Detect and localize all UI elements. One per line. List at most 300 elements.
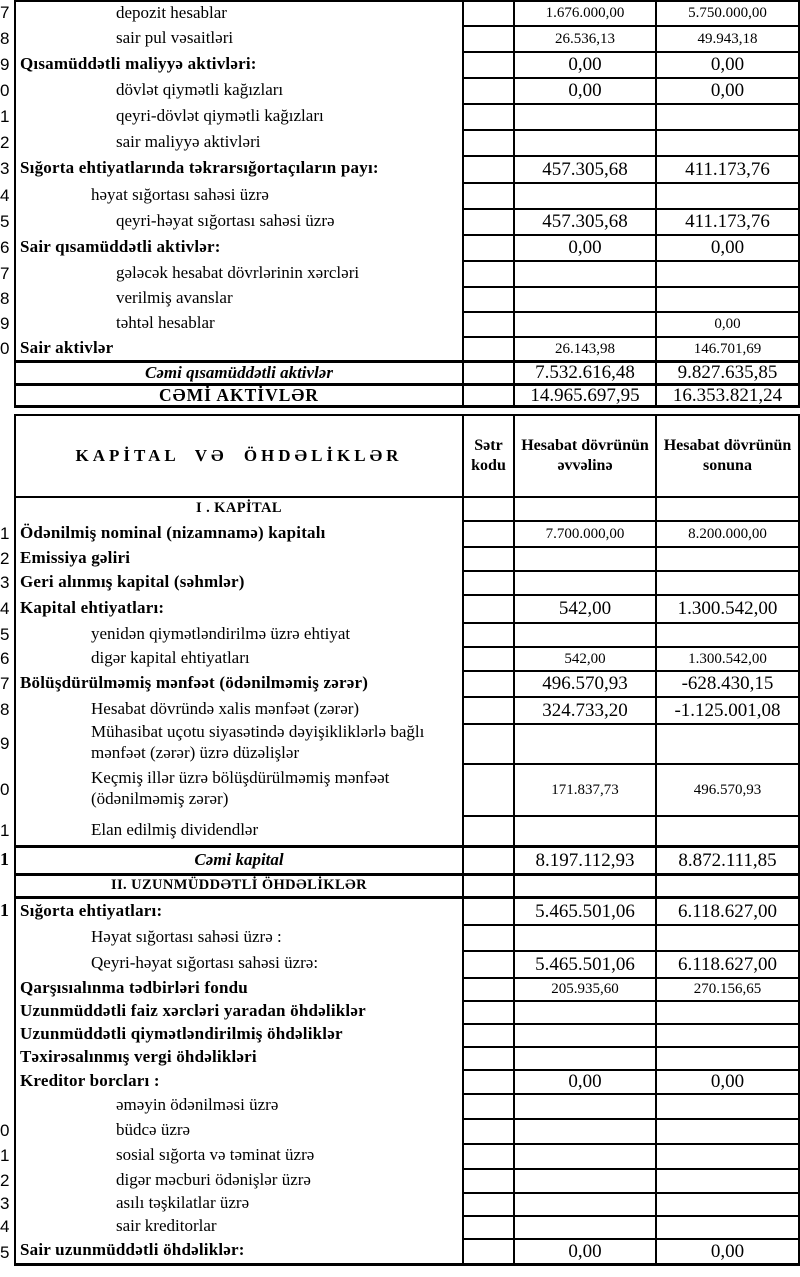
line-code-cell bbox=[462, 763, 513, 815]
row-box bbox=[14, 414, 800, 496]
account-name-cell-text: Həyat sığortası sahəsi üzrə : bbox=[91, 926, 282, 946]
period-start-value-cell-text: 1.676.000,00 bbox=[545, 5, 625, 21]
period-start-value-cell bbox=[513, 622, 655, 646]
row-code-cropped: 4 bbox=[0, 1217, 10, 1236]
row-code-cropped bbox=[0, 1046, 14, 1069]
period-start-value-cell bbox=[513, 594, 655, 622]
period-end-value-cell bbox=[655, 1069, 798, 1093]
row-box bbox=[14, 336, 800, 360]
table-row bbox=[0, 924, 800, 950]
account-name-cell-text: Uzunmüddətli qiymətləndirilmiş öhdəliklər bbox=[20, 1024, 343, 1044]
period-start-value-cell bbox=[513, 815, 655, 845]
account-name-cell-text: Sair aktivlər bbox=[20, 337, 114, 357]
account-name-cell-text: təhtəl hesablar bbox=[116, 313, 215, 333]
account-name-cell bbox=[16, 2, 462, 25]
table-row bbox=[0, 234, 800, 260]
table-row bbox=[0, 51, 800, 77]
row-code-cropped: 1 bbox=[0, 849, 9, 869]
line-code-cell bbox=[462, 1215, 513, 1238]
period-start-value-cell bbox=[513, 848, 655, 873]
period-start-value-cell bbox=[513, 1000, 655, 1023]
period-end-value-cell bbox=[655, 25, 798, 51]
period-end-value-cell bbox=[655, 386, 798, 405]
line-code-cell bbox=[462, 182, 513, 208]
account-name-cell bbox=[16, 386, 462, 405]
row-box bbox=[14, 260, 800, 286]
table-row bbox=[0, 1023, 800, 1046]
account-name-cell-text: Qısamüddətli maliyyə aktivləri: bbox=[20, 53, 257, 73]
row-code-cropped bbox=[0, 1000, 14, 1023]
period-start-value-cell bbox=[513, 950, 655, 977]
line-code-cell bbox=[462, 670, 513, 696]
line-code-cell bbox=[462, 386, 513, 405]
table-row bbox=[0, 1168, 800, 1192]
account-name-cell bbox=[16, 336, 462, 360]
table-row bbox=[0, 646, 800, 670]
line-code-cell bbox=[462, 876, 513, 896]
line-code-cell bbox=[462, 1023, 513, 1046]
table-row bbox=[0, 286, 800, 311]
row-code-cropped bbox=[0, 1069, 14, 1093]
period-end-value-cell bbox=[655, 570, 798, 594]
row-box bbox=[14, 1238, 800, 1266]
period-start-value-cell-text: 171.837,73 bbox=[551, 781, 619, 798]
period-end-value-cell-text: 0,00 bbox=[710, 1240, 745, 1262]
account-name-cell-text: Təxirəsalınmış vergi öhdəlikləri bbox=[20, 1047, 257, 1067]
row-code-cropped bbox=[0, 924, 14, 950]
row-code-cropped: 0 bbox=[0, 80, 10, 100]
table-title bbox=[16, 416, 462, 496]
table-row bbox=[0, 103, 800, 129]
column-header-line-code-text: Sətr kodu bbox=[471, 437, 506, 474]
account-name-cell bbox=[16, 950, 462, 977]
account-name-cell bbox=[16, 1118, 462, 1143]
line-code-cell bbox=[462, 25, 513, 51]
period-end-value-cell-text: 146.701,69 bbox=[693, 340, 762, 357]
row-code-cropped: 9 bbox=[0, 314, 10, 333]
period-end-value-cell bbox=[655, 763, 798, 815]
period-start-value-cell-text: 5.465.501,06 bbox=[535, 900, 635, 922]
period-end-value-cell-text: -1.125.001,08 bbox=[674, 699, 781, 721]
row-code-cropped: 3 bbox=[0, 1194, 10, 1213]
account-name-cell-text: Ödənilmiş nominal (nizamnamə) kapitalı bbox=[20, 522, 326, 542]
period-start-value-cell-text: 14.965.697,95 bbox=[530, 384, 640, 406]
period-end-value-cell bbox=[655, 876, 798, 896]
table-title-text: KAPİTAL VƏ ÖHDƏLİKLƏR bbox=[75, 445, 403, 465]
row-box bbox=[14, 1192, 800, 1215]
row-code-cropped: 5 bbox=[0, 624, 10, 644]
account-name-cell-text: qeyri-dövlət qiymətli kağızları bbox=[116, 105, 324, 125]
column-header-period-end bbox=[655, 416, 798, 496]
line-code-cell bbox=[462, 1192, 513, 1215]
table-row bbox=[0, 1192, 800, 1215]
account-name-cell bbox=[16, 1143, 462, 1168]
account-name-cell-text: II. UZUNMÜDDƏTLİ ÖHDƏLİKLƏR bbox=[110, 877, 368, 894]
period-start-value-cell-text: 457.305,68 bbox=[542, 211, 628, 232]
table-row bbox=[0, 360, 800, 383]
account-name-cell bbox=[16, 1000, 462, 1023]
period-start-value-cell-text: 542,00 bbox=[564, 650, 606, 667]
account-name-cell-text: qeyri-həyat sığortası sahəsi üzrə bbox=[116, 210, 335, 230]
table-row bbox=[0, 155, 800, 182]
row-box bbox=[14, 763, 800, 815]
account-name-cell-text: Qarşısıalınma tədbirləri fondu bbox=[20, 978, 248, 998]
row-box bbox=[14, 546, 800, 570]
account-name-cell-text: yenidən qiymətləndirilmə üzrə ehtiyat bbox=[91, 623, 351, 643]
row-code-cropped bbox=[0, 977, 14, 1000]
period-start-value-cell bbox=[513, 311, 655, 336]
table-row bbox=[0, 1069, 800, 1093]
table-row bbox=[0, 873, 800, 896]
row-code-cropped: 6 bbox=[0, 237, 10, 257]
period-end-value-cell-text: -628.430,15 bbox=[681, 673, 774, 694]
period-end-value-cell bbox=[655, 1093, 798, 1118]
period-end-value-cell bbox=[655, 2, 798, 25]
row-box bbox=[14, 1000, 800, 1023]
period-start-value-cell bbox=[513, 363, 655, 383]
account-name-cell-text: sosial sığorta və təminat üzrə bbox=[116, 1145, 315, 1165]
period-start-value-cell bbox=[513, 182, 655, 208]
table-row bbox=[0, 815, 800, 845]
account-name-cell bbox=[16, 363, 462, 383]
period-end-value-cell bbox=[655, 696, 798, 723]
period-start-value-cell bbox=[513, 876, 655, 896]
period-end-value-cell bbox=[655, 498, 798, 520]
period-start-value-cell bbox=[513, 234, 655, 260]
line-code-cell bbox=[462, 1143, 513, 1168]
row-code-cropped: 0 bbox=[0, 1121, 10, 1140]
period-start-value-cell bbox=[513, 696, 655, 723]
line-code-cell bbox=[462, 924, 513, 950]
row-code-cropped: 6 bbox=[0, 648, 10, 668]
row-box bbox=[14, 1093, 800, 1118]
table-row bbox=[0, 383, 800, 408]
row-box bbox=[14, 311, 800, 336]
account-name-cell-text: Mühasibat uçotu siyasətində dəyişikliklərlə bağlı mənfəət (zərər) üzrə düzəlişlər bbox=[91, 722, 425, 762]
row-code-cropped: 7 bbox=[0, 263, 10, 283]
row-code-cropped: 1 bbox=[0, 106, 10, 126]
account-name-cell-text: Sair qısamüddətli aktivlər: bbox=[20, 236, 221, 256]
period-start-value-cell bbox=[513, 1215, 655, 1238]
row-box bbox=[14, 234, 800, 260]
row-box bbox=[14, 208, 800, 234]
line-code-cell bbox=[462, 1238, 513, 1263]
account-name-cell-text: CƏMİ AKTİVLƏR bbox=[159, 384, 319, 405]
account-name-cell-text: sair pul vəsaitləri bbox=[116, 27, 234, 47]
table-row bbox=[0, 622, 800, 646]
account-name-cell-text: sair kreditorlar bbox=[116, 1216, 217, 1236]
account-name-cell bbox=[16, 977, 462, 1000]
account-name-cell bbox=[16, 723, 462, 763]
table-row bbox=[0, 1238, 800, 1266]
period-end-value-cell bbox=[655, 208, 798, 234]
period-start-value-cell-text: 7.700.000,00 bbox=[545, 525, 625, 542]
period-start-value-cell bbox=[513, 1046, 655, 1069]
period-end-value-cell bbox=[655, 1215, 798, 1238]
table-row bbox=[0, 950, 800, 977]
line-code-cell bbox=[462, 1000, 513, 1023]
period-start-value-cell-text: 0,00 bbox=[568, 80, 602, 101]
account-name-cell-text: Sığorta ehtiyatlarında təkrarsığortaçıların payı: bbox=[20, 158, 379, 178]
period-end-value-cell bbox=[655, 129, 798, 155]
column-header-line-code bbox=[462, 416, 513, 496]
column-header-period-start bbox=[513, 416, 655, 496]
row-code-cropped bbox=[0, 873, 14, 896]
account-name-cell-text: digər kapital ehtiyatları bbox=[91, 647, 250, 667]
line-code-cell bbox=[462, 570, 513, 594]
line-code-cell bbox=[462, 311, 513, 336]
period-end-value-cell-text: 411.173,76 bbox=[685, 211, 770, 232]
line-code-cell bbox=[462, 103, 513, 129]
period-start-value-cell bbox=[513, 2, 655, 25]
row-code-cropped bbox=[0, 360, 14, 383]
row-box bbox=[14, 924, 800, 950]
period-end-value-cell bbox=[655, 182, 798, 208]
line-code-cell bbox=[462, 129, 513, 155]
table-row bbox=[0, 25, 800, 51]
period-end-value-cell-text: 0,00 bbox=[710, 80, 745, 101]
row-code-cropped: 0 bbox=[0, 338, 10, 358]
period-end-value-cell bbox=[655, 1118, 798, 1143]
period-end-value-cell-text: 6.118.627,00 bbox=[677, 900, 778, 922]
line-code-cell bbox=[462, 234, 513, 260]
account-name-cell-text: Kreditor borcları : bbox=[20, 1070, 160, 1090]
period-start-value-cell bbox=[513, 1118, 655, 1143]
line-code-cell bbox=[462, 848, 513, 873]
period-end-value-cell bbox=[655, 234, 798, 260]
row-code-cropped: 8 bbox=[0, 700, 10, 719]
line-code-cell bbox=[462, 1093, 513, 1118]
row-box bbox=[14, 1143, 800, 1168]
row-box bbox=[14, 1046, 800, 1069]
period-end-value-cell bbox=[655, 286, 798, 311]
row-box bbox=[14, 1215, 800, 1238]
row-code-cropped: 5 bbox=[0, 211, 10, 231]
line-code-cell bbox=[462, 1046, 513, 1069]
period-end-value-cell-text: 496.570,93 bbox=[693, 781, 762, 798]
account-name-cell bbox=[16, 763, 462, 815]
period-start-value-cell-text: 0,00 bbox=[568, 54, 602, 75]
table-row bbox=[0, 896, 800, 924]
period-end-value-cell bbox=[655, 723, 798, 763]
period-end-value-cell-text: 1.300.542,00 bbox=[677, 598, 778, 619]
period-end-value-cell bbox=[655, 1168, 798, 1192]
line-code-cell bbox=[462, 498, 513, 520]
row-code-cropped bbox=[0, 1023, 14, 1046]
row-code-cropped: 9 bbox=[0, 54, 10, 74]
row-box bbox=[14, 155, 800, 182]
account-name-cell bbox=[16, 1238, 462, 1263]
account-name-cell bbox=[16, 594, 462, 622]
account-name-cell bbox=[16, 924, 462, 950]
account-name-cell bbox=[16, 311, 462, 336]
period-end-value-cell bbox=[655, 1000, 798, 1023]
period-start-value-cell bbox=[513, 77, 655, 103]
period-start-value-cell-text: 0,00 bbox=[568, 237, 602, 258]
period-start-value-cell-text: 205.935,60 bbox=[551, 981, 619, 997]
account-name-cell-text: büdcə üzrə bbox=[116, 1120, 191, 1140]
row-box bbox=[14, 896, 800, 924]
row-code-cropped: 7 bbox=[0, 673, 10, 693]
row-box bbox=[14, 520, 800, 546]
account-name-cell-text: verilmiş avanslar bbox=[116, 288, 233, 308]
period-end-value-cell bbox=[655, 848, 798, 873]
account-name-cell bbox=[16, 234, 462, 260]
account-name-cell bbox=[16, 520, 462, 546]
period-end-value-cell bbox=[655, 336, 798, 360]
period-start-value-cell bbox=[513, 129, 655, 155]
period-end-value-cell-text: 411.173,76 bbox=[685, 158, 770, 180]
row-box bbox=[14, 1118, 800, 1143]
row-box bbox=[14, 670, 800, 696]
period-start-value-cell bbox=[513, 386, 655, 405]
line-code-cell bbox=[462, 1118, 513, 1143]
table-row bbox=[0, 845, 800, 873]
row-box bbox=[14, 0, 800, 25]
table-row bbox=[0, 1118, 800, 1143]
period-end-value-cell-text: 270.156,65 bbox=[693, 981, 762, 997]
period-end-value-cell bbox=[655, 1192, 798, 1215]
row-box bbox=[14, 1023, 800, 1046]
account-name-cell bbox=[16, 260, 462, 286]
row-box bbox=[14, 723, 800, 763]
row-code-cropped: 2 bbox=[0, 132, 10, 152]
period-end-value-cell bbox=[655, 950, 798, 977]
table-row bbox=[0, 763, 800, 815]
row-code-cropped: 4 bbox=[0, 598, 10, 618]
line-code-cell bbox=[462, 336, 513, 360]
period-start-value-cell bbox=[513, 924, 655, 950]
period-start-value-cell bbox=[513, 1192, 655, 1215]
row-code-cropped: 1 bbox=[0, 523, 10, 543]
row-code-cropped: 3 bbox=[0, 159, 10, 178]
row-box bbox=[14, 622, 800, 646]
period-end-value-cell-text: 16.353.821,24 bbox=[672, 384, 783, 406]
row-box bbox=[14, 1069, 800, 1093]
period-end-value-cell-text: 9.827.635,85 bbox=[677, 362, 778, 383]
row-code-cropped: 0 bbox=[0, 779, 10, 799]
line-code-cell bbox=[462, 77, 513, 103]
period-end-value-cell bbox=[655, 363, 798, 383]
period-end-value-cell-text: 6.118.627,00 bbox=[677, 953, 778, 975]
account-name-cell bbox=[16, 129, 462, 155]
period-end-value-cell bbox=[655, 520, 798, 546]
period-end-value-cell bbox=[655, 1023, 798, 1046]
account-name-cell-text: Kapital ehtiyatları: bbox=[20, 597, 165, 617]
row-box bbox=[14, 383, 800, 408]
row-code-cropped bbox=[0, 414, 14, 496]
row-code-cropped: 9 bbox=[0, 733, 10, 753]
table-row bbox=[0, 496, 800, 520]
table-row bbox=[0, 1143, 800, 1168]
row-box bbox=[14, 873, 800, 896]
row-code-cropped: 4 bbox=[0, 185, 10, 205]
period-end-value-cell bbox=[655, 260, 798, 286]
row-box bbox=[14, 77, 800, 103]
period-start-value-cell bbox=[513, 208, 655, 234]
row-code-cropped bbox=[0, 496, 14, 520]
table-row bbox=[0, 977, 800, 1000]
period-end-value-cell-text: 8.872.111,85 bbox=[678, 849, 777, 871]
period-end-value-cell-text: 49.943,18 bbox=[697, 30, 758, 47]
period-end-value-cell bbox=[655, 670, 798, 696]
row-code-cropped: 7 bbox=[0, 3, 10, 22]
period-start-value-cell-text: 0,00 bbox=[568, 1071, 602, 1092]
line-code-cell bbox=[462, 520, 513, 546]
period-end-value-cell bbox=[655, 155, 798, 182]
row-box bbox=[14, 129, 800, 155]
row-box bbox=[14, 496, 800, 520]
period-end-value-cell-text: 0,00 bbox=[714, 316, 741, 332]
period-end-value-cell-text: 5.750.000,00 bbox=[688, 5, 767, 21]
account-name-cell bbox=[16, 1168, 462, 1192]
period-end-value-cell bbox=[655, 899, 798, 924]
line-code-cell bbox=[462, 696, 513, 723]
period-start-value-cell bbox=[513, 899, 655, 924]
account-name-cell-text: Qeyri-həyat sığortası sahəsi üzrə: bbox=[91, 953, 319, 973]
period-end-value-cell-text: 8.200.000,00 bbox=[688, 525, 767, 542]
row-code-cropped: 3 bbox=[0, 572, 10, 592]
period-start-value-cell-text: 542,00 bbox=[558, 598, 612, 619]
account-name-cell bbox=[16, 1192, 462, 1215]
line-code-cell bbox=[462, 723, 513, 763]
period-end-value-cell bbox=[655, 924, 798, 950]
period-end-value-cell bbox=[655, 77, 798, 103]
account-name-cell-text: Elan edilmiş dividendlər bbox=[91, 819, 259, 839]
account-name-cell-text: I . KAPİTAL bbox=[196, 500, 282, 517]
period-start-value-cell bbox=[513, 570, 655, 594]
account-name-cell bbox=[16, 103, 462, 129]
table-row bbox=[0, 670, 800, 696]
period-start-value-cell bbox=[513, 1143, 655, 1168]
row-box bbox=[14, 815, 800, 845]
line-code-cell bbox=[462, 2, 513, 25]
row-code-cropped: 2 bbox=[0, 548, 10, 568]
account-name-cell-text: depozit hesablar bbox=[116, 3, 227, 23]
row-box bbox=[14, 51, 800, 77]
period-start-value-cell-text: 8.197.112,93 bbox=[535, 849, 635, 871]
row-code-cropped: 8 bbox=[0, 289, 10, 308]
table-row bbox=[0, 311, 800, 336]
column-header-period-end-text: Hesabat dövrünün sonuna bbox=[663, 437, 792, 474]
period-start-value-cell bbox=[513, 1238, 655, 1263]
table-row bbox=[0, 570, 800, 594]
account-name-cell-text: həyat sığortası sahəsi üzrə bbox=[91, 184, 269, 204]
period-start-value-cell bbox=[513, 763, 655, 815]
period-start-value-cell-text: 324.733,20 bbox=[542, 699, 628, 721]
line-code-cell bbox=[462, 594, 513, 622]
table-row bbox=[0, 1046, 800, 1069]
period-start-value-cell bbox=[513, 977, 655, 1000]
account-name-cell-text: Bölüşdürülməmiş mənfəət (ödənilməmiş zərər) bbox=[20, 672, 369, 692]
row-box bbox=[14, 696, 800, 723]
account-name-cell bbox=[16, 25, 462, 51]
account-name-cell bbox=[16, 1215, 462, 1238]
period-start-value-cell bbox=[513, 260, 655, 286]
account-name-cell-text: Geri alınmış kapital (səhmlər) bbox=[20, 571, 245, 591]
line-code-cell bbox=[462, 260, 513, 286]
table-row bbox=[0, 520, 800, 546]
period-start-value-cell-text: 457.305,68 bbox=[542, 158, 628, 180]
row-code-cropped: 1 bbox=[0, 1146, 10, 1165]
period-start-value-cell bbox=[513, 51, 655, 77]
period-end-value-cell bbox=[655, 103, 798, 129]
table-row bbox=[0, 594, 800, 622]
period-end-value-cell bbox=[655, 646, 798, 670]
line-code-cell bbox=[462, 1168, 513, 1192]
account-name-cell bbox=[16, 51, 462, 77]
account-name-cell-text: Cəmi kapital bbox=[194, 850, 284, 870]
